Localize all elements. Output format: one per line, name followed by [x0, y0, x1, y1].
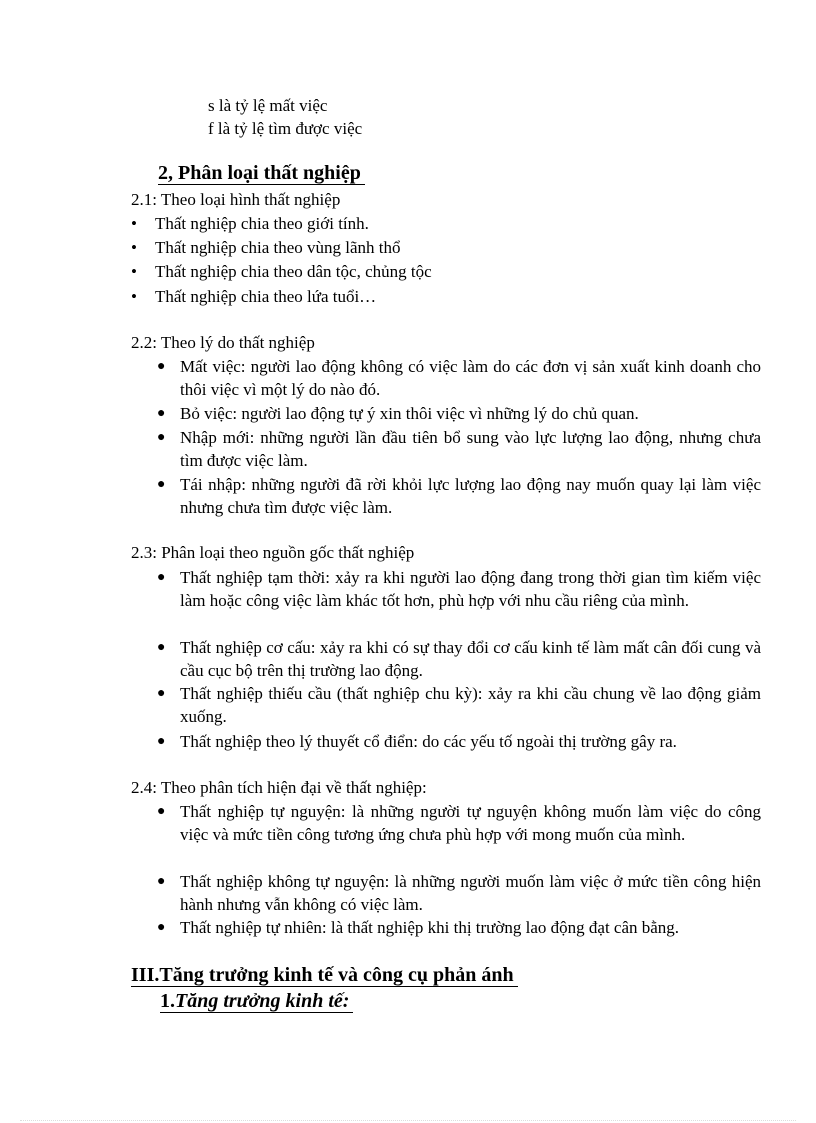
section-3-1-heading: [160, 988, 353, 1014]
variable-f-definition: f là tỷ lệ tìm được việc: [208, 119, 363, 138]
bullet-icon: ●: [157, 804, 166, 819]
subsection-2-3-title: 2.3: Phân loại theo nguồn gốc thất nghiệp: [131, 543, 415, 562]
page-bottom-divider: [20, 1120, 796, 1121]
section-2-title: 2, Phân loại thất nghiệp: [158, 162, 365, 185]
subsection-2-2-title: 2.2: Theo lý do thất nghiệp: [131, 333, 315, 352]
section-3-1-number: 1.: [160, 990, 175, 1012]
bullet-icon: ●: [157, 570, 166, 585]
section-3-title: III.Tăng trưởng kinh tế và công cụ phản ánh: [131, 964, 518, 987]
document-page: s là tỷ lệ mất việc f là tỷ lệ tìm được việc 2, Phân loại thất nghiệp 2.1: Theo loại hình thất nghiệp • Thất nghiệp chia theo giới tính. • Thất nghiệp chia theo vùng lãnh thổ • Thất nghiệp chia theo dân tộc, chủng tộc • Thất nghiệp chia theo lứa tuổi… 2.2: Theo lý do thất nghiệp ● Mất việc: người lao động không có việc làm do các đơn vị sản xuất kinh doanh cho thôi việc vì một lý do nào đó. ● Bỏ việc: người lao động tự ý xin thôi việc vì những lý do chủ quan. ● Nhập mới: những người lần đầu tiên bổ sung vào lực lượng lao động, nhưng chưa tìm được việc làm. ● Tái nhập: những người đã rời khỏi lực lượng lao động nay muốn quay lại làm việc nhưng chưa tìm được việc làm. 2.3: Phân loại theo nguồn gốc thất nghiệp ● Thất nghiệp tạm thời: xảy ra khi người lao động đang trong thời gian tìm kiếm việc làm hoặc công việc làm khác tốt hơn, phù hợp với nhu cầu riêng của mình. ● Thất nghiệp cơ cấu: xảy ra khi có sự thay đổi cơ cấu kinh tế làm mất cân đối cung và cầu cục bộ trên thị trường lao động. ● Thất nghiệp thiếu cầu (thất nghiệp chu kỳ): xảy ra khi cầu chung về lao động giảm xuống. ● Thất nghiệp theo lý thuyết cổ điển: do các yếu tố ngoài thị trường gây ra. 2.4: Theo phân tích hiện đại về thất nghiệp: ● Thất nghiệp tự nguyện: là những người tự nguyện không muốn làm việc do công việc và mức tiền công tương ứng chưa phù hợp với mong muốn của mình. ● Thất nghiệp không tự nguyện: là những người muốn làm việc ở mức tiền công hiện hành nhưng vẫn không có việc làm. ● Thất nghiệp tự nhiên: là thất nghiệp khi thị trường lao động đạt cân bằng. III.Tăng trưởng kinh tế và công cụ phản ánh 1.Tăng trưởng kinh tế:: [0, 0, 816, 1123]
variable-s-definition: s là tỷ lệ mất việc: [208, 96, 328, 115]
bullet-icon: ●: [157, 359, 166, 374]
bullet-icon: •: [131, 287, 137, 306]
bullet-icon: ●: [157, 477, 166, 492]
bullet-icon: ●: [157, 430, 166, 445]
bullet-icon: ●: [157, 874, 166, 889]
bullet-icon: ●: [157, 920, 166, 935]
bullet-icon: ●: [157, 406, 166, 421]
bullet-icon: ●: [157, 640, 166, 655]
subsection-2-4-title: 2.4: Theo phân tích hiện đại về thất nghiệp:: [131, 778, 427, 797]
section-2-heading: [158, 160, 365, 186]
bullet-icon: •: [131, 262, 137, 281]
bullet-icon: •: [131, 214, 137, 233]
subsection-2-1-title: 2.1: Theo loại hình thất nghiệp: [131, 190, 341, 209]
section-3-heading: [131, 962, 518, 988]
bullet-icon: ●: [157, 686, 166, 701]
bullet-icon: •: [131, 238, 137, 257]
bullet-icon: ●: [157, 734, 166, 749]
section-3-1-title: Tăng trưởng kinh tế:: [175, 990, 350, 1012]
